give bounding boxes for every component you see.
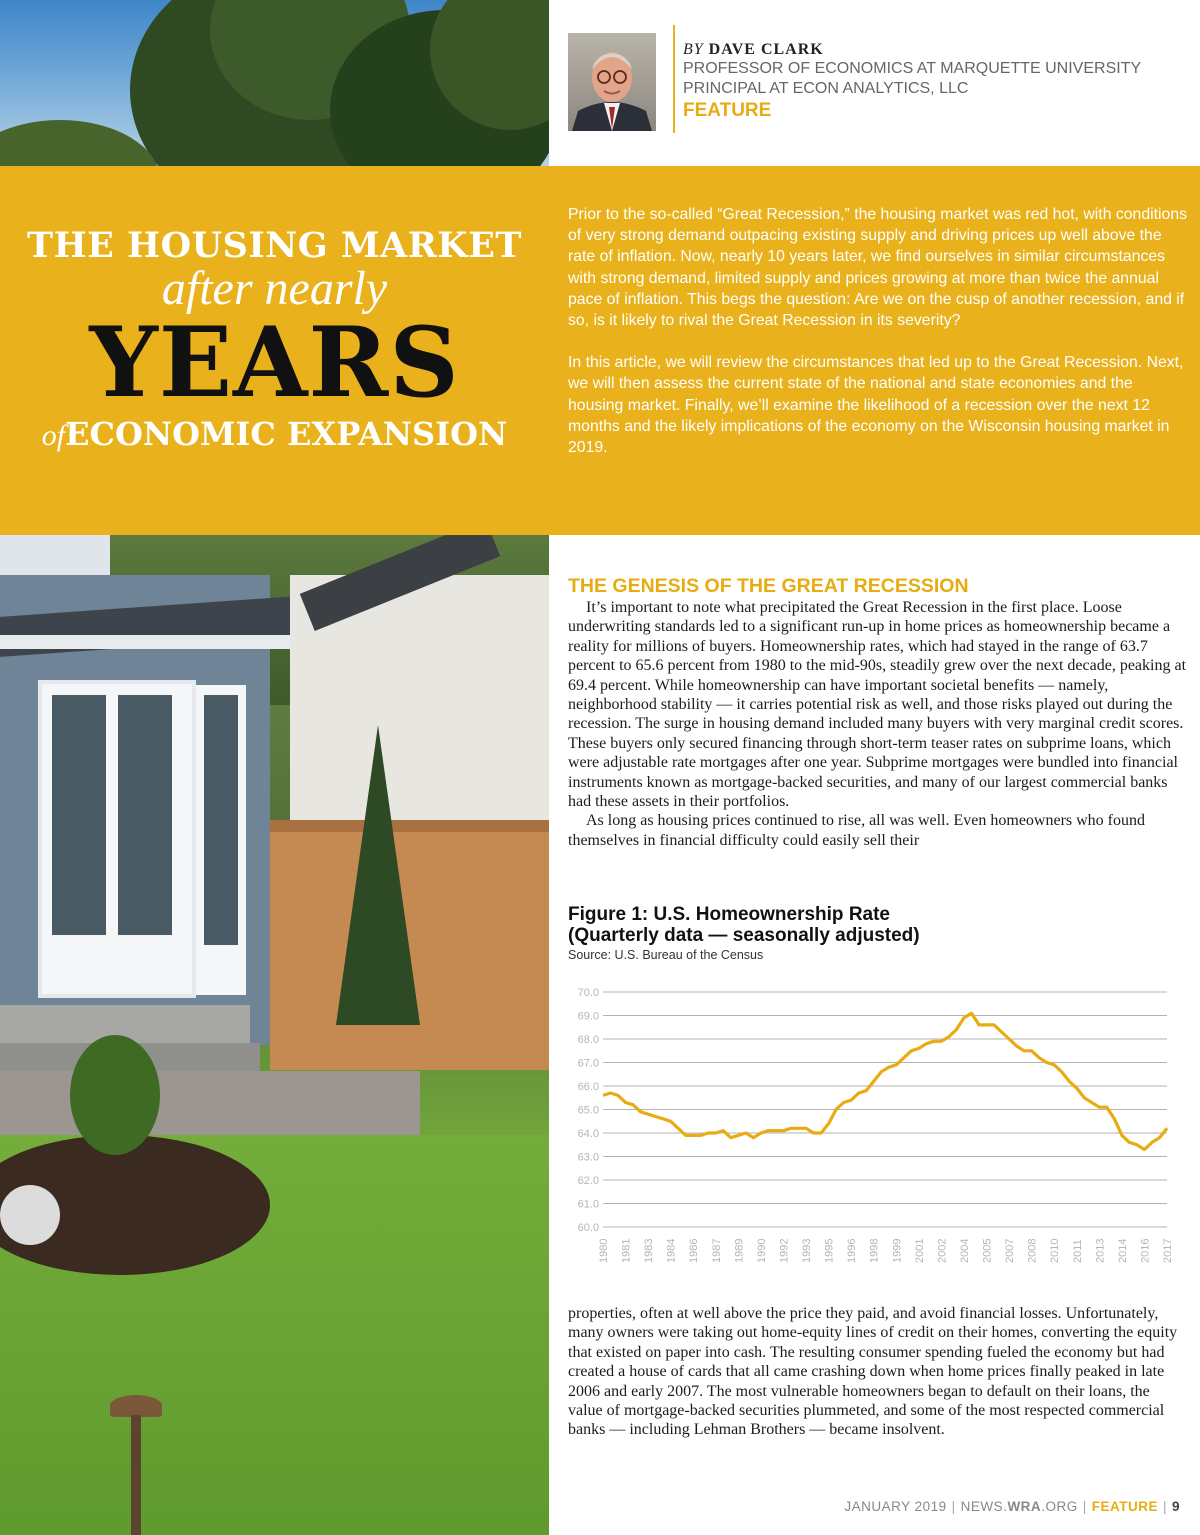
x-tick-label: 1981 xyxy=(620,1238,633,1263)
title-line-3: YEARS xyxy=(89,306,460,419)
intro-paragraph-2: In this article, we will review the circumstances that led up to the Great Recession. Next, we will then assess the current state of the national and state economies and the housing market. Finally, we’ll examine the likelihood of a recession over the next 12 months and the likely implications of the economy on the Wisconsin housing market in 2019. xyxy=(568,354,1184,457)
y-tick-label: 62.0 xyxy=(577,1175,599,1187)
x-tick-label: 2001 xyxy=(913,1238,926,1263)
y-tick-label: 69.0 xyxy=(577,1010,599,1023)
title-band xyxy=(0,166,1200,535)
byline xyxy=(568,33,1200,133)
x-tick-label: 1984 xyxy=(665,1238,678,1263)
x-tick-label: 2007 xyxy=(1004,1238,1017,1263)
x-tick-label: 1992 xyxy=(778,1238,791,1263)
x-tick-label: 1983 xyxy=(643,1238,656,1263)
author-headshot xyxy=(568,33,656,131)
x-tick-label: 2004 xyxy=(958,1238,971,1263)
byline-role-1: PROFESSOR OF ECONOMICS AT MARQUETTE UNIVERSITY xyxy=(683,60,1142,77)
y-tick-label: 64.0 xyxy=(577,1128,599,1140)
byline-author: DAVE CLARK xyxy=(708,41,824,58)
x-tick-label: 2014 xyxy=(1116,1238,1129,1263)
footer-separator: | xyxy=(951,1499,956,1514)
article-paragraph-1: It’s important to note what precipitated the Great Recession in the first place. Loose underwriting standards led to a significant run-up in home prices as homeownership became a reality for millions of buyers. Homeownership rates, which had stayed in the range of 63.7 percent to 65.6 percent from 1980 to the mid-90s, steadily grew over the next decade, peaking at 69.4 percent. While homeownership can have important societal benefits — namely, neighborhood stability — it carries potential risk as well, and those risks played out during the recession. The surge in housing demand included many buyers with very marginal credit scores. These buyers only secured financing through short-term teaser rates on subprime loans, which were adjustable rate mortgages after one year. Subprime mortgages were bundled into financial instruments known as mortgage-backed securities, and many of our largest commercial banks had these assets in their portfolios. xyxy=(568,599,1187,811)
article-paragraph-2: As long as housing prices continued to rise, all was well. Even homeowners who found themselves in financial difficulty could easily sell their xyxy=(568,812,1146,849)
y-tick-label: 68.0 xyxy=(577,1034,599,1046)
section-heading: THE GENESIS OF THE GREAT RECESSION xyxy=(568,575,969,597)
x-tick-label: 2002 xyxy=(936,1238,949,1263)
article-body-top xyxy=(568,574,1188,850)
y-tick-label: 70.0 xyxy=(577,987,599,999)
homeownership-chart xyxy=(565,980,1185,1290)
series-line xyxy=(603,1013,1167,1149)
figure-caption xyxy=(568,904,1188,962)
article-paragraph-3: properties, often at well above the price they paid, and avoid financial losses. Unfortunately, many owners were taking out home-equity lines of credit on their homes, converting the equity that existed on paper into cash. The resulting consumer spending fueled the economy but had created a house of cards that all came crashing down when home prices finally peaked in late 2006 and early 2007. The most vulnerable homeowners began to default on their loans, the value of mortgage-backed securities plummeted, and some of the most respected commercial banks — including Lehman Brothers — became insolvent. xyxy=(568,1305,1178,1439)
title-line-2: after nearly xyxy=(161,262,388,315)
title-line-1: THE HOUSING MARKET xyxy=(27,225,522,266)
x-tick-label: 2008 xyxy=(1026,1238,1039,1263)
x-tick-label: 1986 xyxy=(688,1238,701,1263)
page-number: 9 xyxy=(1171,1499,1180,1514)
byline-section: FEATURE xyxy=(683,100,772,121)
byline-prefix: BY xyxy=(683,41,704,58)
x-tick-label: 2011 xyxy=(1071,1239,1084,1263)
x-tick-label: 1990 xyxy=(755,1238,768,1263)
figure-title-line-2: (Quarterly data — seasonally adjusted) xyxy=(568,925,920,946)
article-body-bottom xyxy=(568,1304,1188,1440)
hero-photo-trees xyxy=(0,0,549,166)
y-tick-label: 66.0 xyxy=(577,1081,599,1093)
x-tick-label: 1999 xyxy=(891,1238,904,1263)
footer-site-bold: WRA xyxy=(1007,1499,1042,1514)
x-tick-label: 2005 xyxy=(981,1238,994,1263)
page-footer xyxy=(844,1499,1180,1514)
x-tick-label: 1996 xyxy=(846,1238,859,1263)
intro-text xyxy=(568,204,1188,479)
y-tick-label: 67.0 xyxy=(577,1057,599,1070)
x-tick-label: 1998 xyxy=(868,1238,881,1263)
x-tick-label: 1989 xyxy=(733,1238,746,1263)
title-line-4-text: ECONOMIC EXPANSION xyxy=(65,415,508,453)
y-tick-label: 63.0 xyxy=(577,1151,599,1164)
x-tick-label: 1987 xyxy=(710,1238,723,1263)
house-photo xyxy=(0,535,549,1535)
x-tick-label: 1995 xyxy=(823,1238,836,1263)
footer-site xyxy=(961,1499,1078,1514)
footer-separator: | xyxy=(1162,1499,1167,1514)
byline-author-line xyxy=(683,41,1141,59)
x-tick-label: 2016 xyxy=(1139,1238,1152,1263)
byline-divider xyxy=(673,25,675,133)
intro-paragraph-1: Prior to the so-called “Great Recession,” the housing market was red hot, with conditions of very strong demand outpacing existing supply and driving prices up well above the rate of inflation. Now, nearly 10 years later, we find ourselves in similar circumstances with strong demand, limited supply and prices growing at more than twice the annual pace of inflation. This begs the question: Are we on the cusp of another recession, and if so, is it likely to rival the Great Recession in its severity? xyxy=(568,206,1188,330)
title-line-4 xyxy=(0,414,549,456)
x-tick-label: 2017 xyxy=(1162,1238,1174,1263)
title-of: of xyxy=(41,419,66,452)
x-tick-label: 2013 xyxy=(1094,1238,1107,1263)
figure-source: Source: U.S. Bureau of the Census xyxy=(568,948,764,962)
y-tick-label: 65.0 xyxy=(577,1104,599,1117)
footer-section: FEATURE xyxy=(1091,1499,1158,1514)
figure-title-line-1: Figure 1: U.S. Homeownership Rate xyxy=(568,904,890,925)
byline-role-2: PRINCIPAL AT ECON ANALYTICS, LLC xyxy=(683,80,969,97)
x-tick-label: 1993 xyxy=(801,1238,814,1263)
x-tick-label: 1980 xyxy=(598,1238,610,1263)
footer-separator: | xyxy=(1082,1499,1087,1514)
y-tick-label: 60.0 xyxy=(577,1222,599,1234)
footer-site-tail: .ORG xyxy=(1041,1499,1078,1514)
y-tick-label: 61.0 xyxy=(577,1198,599,1211)
footer-site-plain: NEWS. xyxy=(960,1499,1008,1514)
footer-date: JANUARY 2019 xyxy=(844,1499,947,1514)
article-title xyxy=(0,226,549,456)
x-tick-label: 2010 xyxy=(1049,1238,1062,1263)
